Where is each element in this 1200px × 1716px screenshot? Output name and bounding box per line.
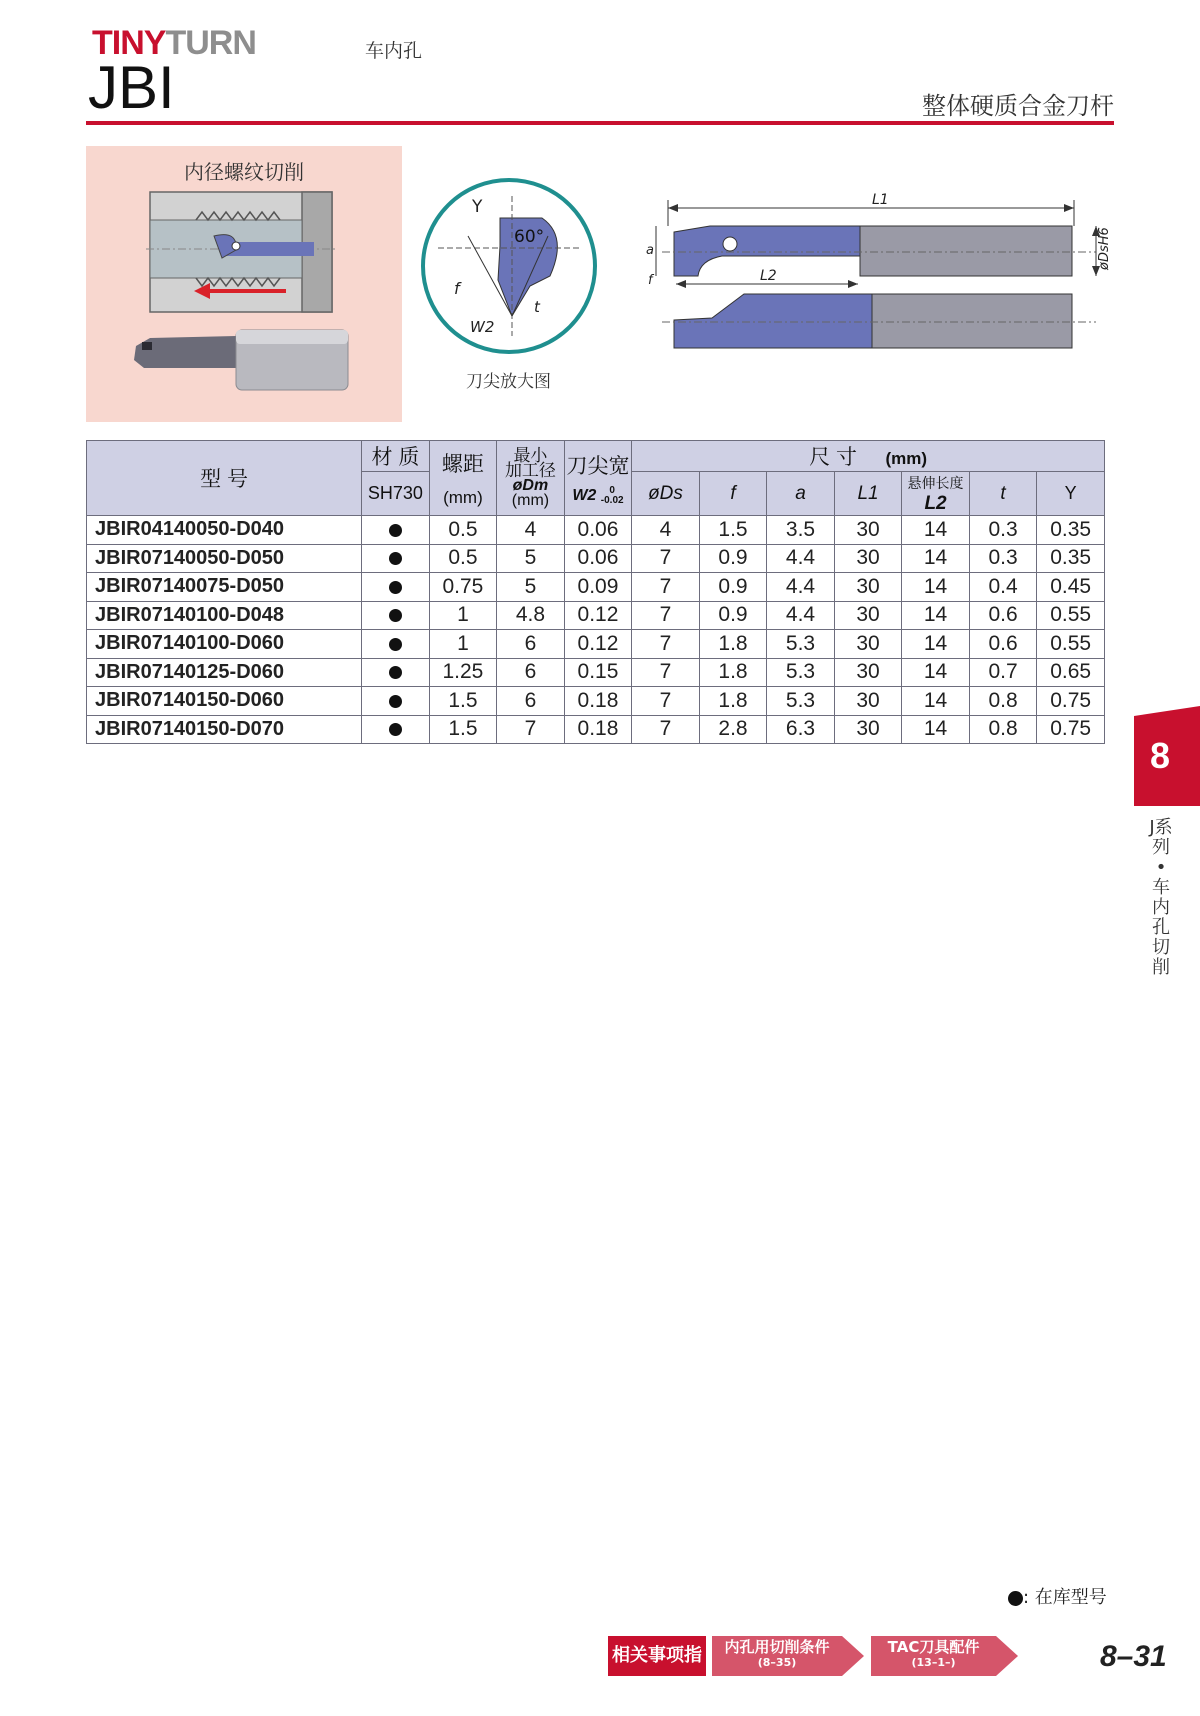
stock-dot-icon — [389, 695, 402, 708]
cell-min-dia: 4.8 — [497, 601, 565, 630]
tac-accessories-ref: (13–1–) — [911, 1656, 956, 1669]
cell-l2: 14 — [902, 544, 970, 573]
cell-pitch: 1 — [429, 601, 497, 630]
cell-t: 0.7 — [969, 658, 1037, 687]
cell-t: 0.3 — [969, 516, 1037, 545]
stock-dot-icon — [389, 524, 402, 537]
tac-accessories-button[interactable] — [871, 1636, 996, 1676]
table-row — [87, 516, 1105, 545]
cell-ds: 7 — [632, 573, 700, 602]
header-tip-width-label: 刀尖宽 — [566, 455, 630, 478]
cell-y: 0.65 — [1037, 658, 1105, 687]
dim-label-a: a — [646, 243, 654, 258]
cell-l2: 14 — [902, 573, 970, 602]
cell-a: 4.4 — [767, 573, 835, 602]
cell-a: 3.5 — [767, 516, 835, 545]
cell-l1: 30 — [834, 573, 902, 602]
cell-min-dia: 6 — [497, 630, 565, 659]
cell-pitch: 1 — [429, 630, 497, 659]
cell-model: JBIR07140100-D060 — [87, 630, 362, 659]
stock-dot-icon — [389, 666, 402, 679]
cell-tip-width: 0.12 — [564, 630, 632, 659]
page-number: 8–31 — [1100, 1640, 1167, 1673]
header-min-dia-4: (mm) — [511, 492, 550, 509]
cell-l2: 14 — [902, 516, 970, 545]
arrow-right-icon — [996, 1636, 1018, 1676]
cell-pitch: 0.5 — [429, 516, 497, 545]
cell-ds: 7 — [632, 630, 700, 659]
cell-min-dia: 5 — [497, 573, 565, 602]
cell-tip-width: 0.06 — [564, 544, 632, 573]
cell-y: 0.55 — [1037, 630, 1105, 659]
cell-min-dia: 6 — [497, 687, 565, 716]
dim-label-l1: L1 — [872, 192, 889, 208]
cell-stock — [362, 715, 430, 744]
brand-logo-turn: TURN — [165, 24, 256, 62]
table-row — [87, 687, 1105, 716]
cell-model: JBIR07140075-D050 — [87, 573, 362, 602]
cell-l2: 14 — [902, 687, 970, 716]
cell-f: 2.8 — [699, 715, 767, 744]
cell-a: 4.4 — [767, 544, 835, 573]
cell-tip-width: 0.12 — [564, 601, 632, 630]
threading-panel-title: 内径螺纹切削 — [184, 160, 304, 184]
cell-ds: 7 — [632, 601, 700, 630]
stock-dot-icon — [389, 638, 402, 651]
header-tip-tol-lower: -0.02 — [600, 495, 624, 506]
tip-zoom-caption: 刀尖放大图 — [466, 372, 551, 392]
cell-y: 0.75 — [1037, 715, 1105, 744]
header-pitch — [429, 441, 497, 516]
category-title: 整体硬质合金刀杆 — [922, 92, 1114, 120]
table-row — [87, 544, 1105, 573]
header-a: a — [767, 472, 835, 516]
cell-stock — [362, 544, 430, 573]
cutting-conditions-ref: (8–35) — [757, 1656, 797, 1669]
cell-pitch: 1.5 — [429, 715, 497, 744]
cell-tip-width: 0.06 — [564, 516, 632, 545]
cell-y: 0.45 — [1037, 573, 1105, 602]
tip-label-angle: 60° — [514, 227, 545, 247]
header-t: t — [969, 472, 1037, 516]
cell-min-dia: 6 — [497, 658, 565, 687]
cell-stock — [362, 630, 430, 659]
cell-ds: 7 — [632, 544, 700, 573]
cell-t: 0.3 — [969, 544, 1037, 573]
dimension-drawing — [626, 186, 1126, 361]
table-row — [87, 630, 1105, 659]
cell-stock — [362, 658, 430, 687]
cell-t: 0.4 — [969, 573, 1037, 602]
cell-l2: 14 — [902, 658, 970, 687]
header-material: 材 质 — [362, 441, 430, 472]
cell-min-dia: 5 — [497, 544, 565, 573]
cell-pitch: 1.25 — [429, 658, 497, 687]
cell-min-dia: 4 — [497, 516, 565, 545]
header-dimensions-label: 尺 寸 — [809, 446, 858, 469]
tip-zoom-diagram — [418, 176, 600, 358]
page-subtitle: 车内孔 — [365, 40, 423, 62]
header-pitch-unit: (mm) — [443, 488, 483, 507]
stock-dot-icon — [389, 552, 402, 565]
cell-a: 5.3 — [767, 658, 835, 687]
cell-t: 0.6 — [969, 630, 1037, 659]
cell-pitch: 0.5 — [429, 544, 497, 573]
cutting-conditions-label: 内孔用切削条件 — [724, 1638, 830, 1656]
cell-pitch: 1.5 — [429, 687, 497, 716]
cell-f: 1.8 — [699, 658, 767, 687]
cell-f: 1.8 — [699, 687, 767, 716]
stock-legend-text: : 在库型号 — [1023, 1587, 1107, 1608]
cell-tip-width: 0.09 — [564, 573, 632, 602]
spec-table-body — [87, 516, 1105, 744]
dim-label-l2: L2 — [760, 268, 777, 284]
header-min-dia-1: 最小 — [513, 446, 548, 465]
threading-diagram — [86, 146, 402, 422]
dim-label-f: f — [648, 273, 653, 288]
cell-a: 5.3 — [767, 687, 835, 716]
spec-table — [86, 440, 1105, 744]
cell-l1: 30 — [834, 544, 902, 573]
header-dimensions — [632, 441, 1105, 472]
table-row — [87, 715, 1105, 744]
cell-pitch: 0.75 — [429, 573, 497, 602]
cell-f: 0.9 — [699, 544, 767, 573]
cell-min-dia: 7 — [497, 715, 565, 744]
chapter-label: J系列•车内孔切削 — [1149, 817, 1173, 978]
tip-label-w2: W2 — [470, 318, 495, 336]
cell-t: 0.8 — [969, 715, 1037, 744]
header-tip-width-symbol: W2 — [572, 487, 597, 505]
cell-l2: 14 — [902, 630, 970, 659]
cell-model: JBIR07140100-D048 — [87, 601, 362, 630]
cell-y: 0.55 — [1037, 601, 1105, 630]
header-min-dia-2: 加工径 — [504, 461, 556, 480]
cell-a: 6.3 — [767, 715, 835, 744]
table-row — [87, 601, 1105, 630]
cell-f: 1.5 — [699, 516, 767, 545]
stock-dot-icon — [389, 723, 402, 736]
header-l2-label: L2 — [924, 492, 947, 514]
cell-f: 1.8 — [699, 630, 767, 659]
related-guide-button[interactable]: 相关事项指南 — [608, 1636, 706, 1676]
tac-accessories-label: TAC刀具配件 — [887, 1638, 980, 1656]
cell-l2: 14 — [902, 601, 970, 630]
cell-l1: 30 — [834, 630, 902, 659]
cell-f: 0.9 — [699, 573, 767, 602]
cell-tip-width: 0.15 — [564, 658, 632, 687]
header-model: 型 号 — [87, 441, 362, 516]
header-dimensions-unit: (mm) — [885, 449, 928, 468]
stock-dot-icon — [389, 609, 402, 622]
cell-model: JBIR07140150-D070 — [87, 715, 362, 744]
tip-label-t: t — [534, 298, 540, 316]
stock-dot-icon — [1008, 1591, 1023, 1606]
table-row — [87, 658, 1105, 687]
cell-stock — [362, 573, 430, 602]
cell-a: 4.4 — [767, 601, 835, 630]
cell-stock — [362, 601, 430, 630]
header-l1: L1 — [834, 472, 902, 516]
cell-ds: 7 — [632, 687, 700, 716]
header-pitch-label: 螺距 — [441, 453, 484, 476]
series-title: JBI — [88, 54, 175, 121]
cutting-conditions-button[interactable] — [712, 1636, 842, 1676]
header-y: Y — [1037, 472, 1105, 516]
cell-l1: 30 — [834, 601, 902, 630]
header-min-dia-3: øDm — [512, 477, 549, 494]
header-tip-width — [564, 441, 632, 516]
cell-t: 0.6 — [969, 601, 1037, 630]
cell-ds: 7 — [632, 658, 700, 687]
cell-stock — [362, 687, 430, 716]
header-divider — [86, 121, 1114, 125]
stock-legend — [1008, 1583, 1107, 1609]
tip-label-f: f — [454, 279, 460, 298]
stock-dot-icon — [389, 581, 402, 594]
header-l2 — [902, 472, 970, 516]
cell-l2: 14 — [902, 715, 970, 744]
header-l2-top: 悬伸长度 — [907, 474, 964, 491]
brand-logo-tiny: TINY — [92, 24, 166, 62]
header-grade: SH730 — [362, 472, 430, 516]
cell-y: 0.35 — [1037, 544, 1105, 573]
cell-t: 0.8 — [969, 687, 1037, 716]
cell-y: 0.75 — [1037, 687, 1105, 716]
cell-f: 0.9 — [699, 601, 767, 630]
cell-y: 0.35 — [1037, 516, 1105, 545]
header-tip-tol-upper: 0 — [609, 485, 615, 496]
cell-a: 5.3 — [767, 630, 835, 659]
cell-ds: 4 — [632, 516, 700, 545]
cell-l1: 30 — [834, 516, 902, 545]
cell-l1: 30 — [834, 687, 902, 716]
tip-label-y: Y — [472, 197, 483, 217]
cell-ds: 7 — [632, 715, 700, 744]
cell-model: JBIR07140125-D060 — [87, 658, 362, 687]
dim-label-ds: øDsH6 — [1097, 227, 1112, 270]
cell-l1: 30 — [834, 715, 902, 744]
header-f: f — [699, 472, 767, 516]
threading-illustration-panel — [86, 146, 402, 422]
cell-tip-width: 0.18 — [564, 687, 632, 716]
table-row — [87, 573, 1105, 602]
header-min-dia — [497, 441, 565, 516]
cell-tip-width: 0.18 — [564, 715, 632, 744]
arrow-right-icon — [842, 1636, 864, 1676]
cell-stock — [362, 516, 430, 545]
cell-model: JBIR04140050-D040 — [87, 516, 362, 545]
chapter-number: 8 — [1149, 735, 1171, 776]
header-ds: øDs — [632, 472, 700, 516]
cell-l1: 30 — [834, 658, 902, 687]
header-tip-width-sym — [565, 486, 632, 506]
cell-model: JBIR07140150-D060 — [87, 687, 362, 716]
cell-model: JBIR07140050-D050 — [87, 544, 362, 573]
